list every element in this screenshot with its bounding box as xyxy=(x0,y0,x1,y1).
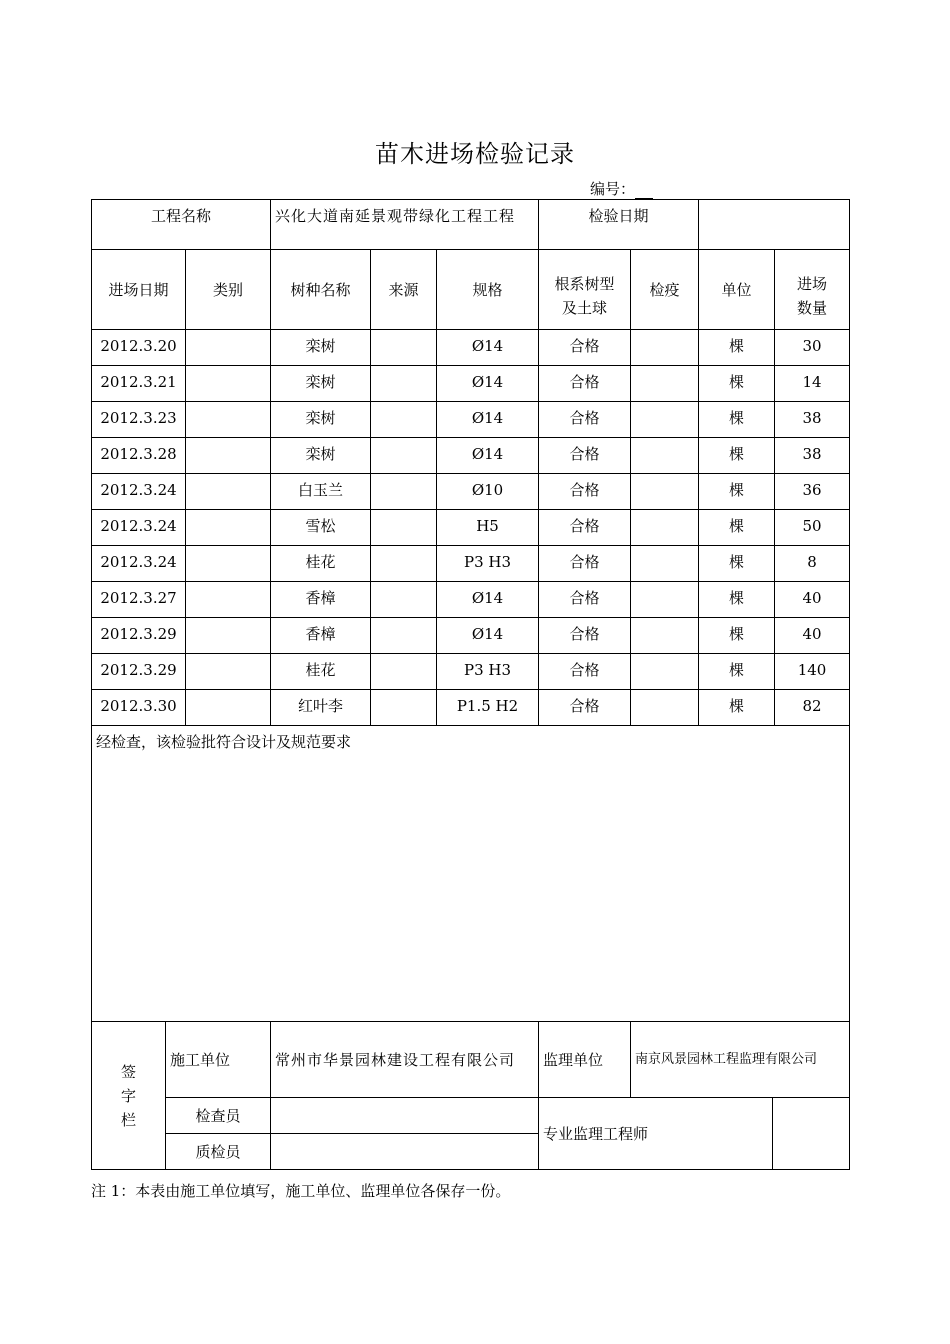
cell-quarantine[interactable] xyxy=(631,438,699,474)
cell-qty[interactable]: 82 xyxy=(775,690,850,726)
cell-source[interactable] xyxy=(371,366,437,402)
supervision-unit[interactable]: 南京风景园林工程监理有限公司 xyxy=(631,1022,850,1098)
cell-unit[interactable]: 棵 xyxy=(699,690,775,726)
cell-unit[interactable]: 棵 xyxy=(699,366,775,402)
cell-category[interactable] xyxy=(186,654,271,690)
conclusion-text[interactable]: 经检查，该检验批符合设计及规范要求 xyxy=(92,726,850,1022)
cell-category[interactable] xyxy=(186,582,271,618)
cell-quarantine[interactable] xyxy=(631,582,699,618)
project-name[interactable]: 兴化大道南延景观带绿化工程工程 xyxy=(271,200,539,250)
cell-qty[interactable]: 14 xyxy=(775,366,850,402)
col-qty-line2: 数量 xyxy=(797,298,828,317)
cell-unit[interactable]: 棵 xyxy=(699,474,775,510)
cell-root[interactable]: 合格 xyxy=(539,438,631,474)
cell-qty[interactable]: 8 xyxy=(775,546,850,582)
table-row xyxy=(92,366,850,402)
cell-spec[interactable]: Ø14 xyxy=(437,330,539,366)
cell-spec[interactable]: Ø14 xyxy=(437,402,539,438)
table-row xyxy=(92,330,850,366)
cell-quarantine[interactable] xyxy=(631,618,699,654)
cell-species[interactable]: 栾树 xyxy=(271,438,371,474)
footer-note: 注 1：本表由施工单位填写，施工单位、监理单位各保存一份。 xyxy=(91,1182,511,1200)
cell-unit[interactable]: 棵 xyxy=(699,654,775,690)
cell-date[interactable]: 2012.3.30 xyxy=(92,690,186,726)
cell-species[interactable]: 香樟 xyxy=(271,582,371,618)
cell-unit[interactable]: 棵 xyxy=(699,438,775,474)
table-row xyxy=(92,510,850,546)
cell-quarantine[interactable] xyxy=(631,402,699,438)
cell-root[interactable]: 合格 xyxy=(539,546,631,582)
cell-source[interactable] xyxy=(371,618,437,654)
cell-spec[interactable]: Ø14 xyxy=(437,438,539,474)
cell-quarantine[interactable] xyxy=(631,366,699,402)
cell-root[interactable]: 合格 xyxy=(539,582,631,618)
cell-source[interactable] xyxy=(371,690,437,726)
serial-number xyxy=(590,178,653,199)
inspector-label: 检查员 xyxy=(166,1098,271,1134)
cell-species[interactable]: 红叶李 xyxy=(271,690,371,726)
document-title: 苗木进场检验记录 xyxy=(375,140,575,168)
cell-quarantine[interactable] xyxy=(631,690,699,726)
cell-source[interactable] xyxy=(371,546,437,582)
cell-category[interactable] xyxy=(186,510,271,546)
cell-spec[interactable]: P3 H3 xyxy=(437,546,539,582)
supervision-unit-label: 监理单位 xyxy=(539,1022,631,1098)
cell-species[interactable]: 桂花 xyxy=(271,654,371,690)
construction-unit-label: 施工单位 xyxy=(166,1022,271,1098)
quality-inspector-label: 质检员 xyxy=(166,1134,271,1170)
cell-date[interactable]: 2012.3.27 xyxy=(92,582,186,618)
col-species: 树种名称 xyxy=(271,250,371,330)
engineer-field[interactable] xyxy=(773,1098,850,1170)
cell-date[interactable]: 2012.3.24 xyxy=(92,510,186,546)
cell-source[interactable] xyxy=(371,654,437,690)
table-row xyxy=(92,402,850,438)
cell-category[interactable] xyxy=(186,330,271,366)
cell-root[interactable]: 合格 xyxy=(539,510,631,546)
cell-qty[interactable]: 30 xyxy=(775,330,850,366)
table-row xyxy=(92,474,850,510)
cell-date[interactable]: 2012.3.24 xyxy=(92,546,186,582)
cell-spec[interactable]: P1.5 H2 xyxy=(437,690,539,726)
cell-date[interactable]: 2012.3.29 xyxy=(92,654,186,690)
col-qty-line1: 进场 xyxy=(797,274,828,293)
cell-category[interactable] xyxy=(186,690,271,726)
serial-blank[interactable] xyxy=(635,184,653,199)
cell-qty[interactable]: 50 xyxy=(775,510,850,546)
cell-spec[interactable]: Ø10 xyxy=(437,474,539,510)
cell-date[interactable]: 2012.3.24 xyxy=(92,474,186,510)
cell-qty[interactable]: 36 xyxy=(775,474,850,510)
table-row xyxy=(92,690,850,726)
col-entry-date: 进场日期 xyxy=(92,250,186,330)
col-root-line1: 根系树型 xyxy=(554,274,615,293)
cell-source[interactable] xyxy=(371,474,437,510)
table-row xyxy=(92,438,850,474)
col-unit: 单位 xyxy=(699,250,775,330)
cell-root[interactable]: 合格 xyxy=(539,618,631,654)
quality-inspector-field[interactable] xyxy=(271,1134,539,1170)
cell-species[interactable]: 栾树 xyxy=(271,366,371,402)
col-source: 来源 xyxy=(371,250,437,330)
cell-unit[interactable]: 棵 xyxy=(699,618,775,654)
cell-quarantine[interactable] xyxy=(631,474,699,510)
cell-species[interactable]: 桂花 xyxy=(271,546,371,582)
signature-section-label xyxy=(92,1022,166,1170)
col-qty xyxy=(775,250,850,330)
cell-category[interactable] xyxy=(186,474,271,510)
cell-root[interactable]: 合格 xyxy=(539,654,631,690)
sig-char-1: 签 xyxy=(120,1062,136,1081)
cell-spec[interactable]: Ø14 xyxy=(437,618,539,654)
cell-category[interactable] xyxy=(186,546,271,582)
cell-source[interactable] xyxy=(371,582,437,618)
col-category: 类别 xyxy=(186,250,271,330)
inspection-table xyxy=(91,199,850,1170)
cell-date[interactable]: 2012.3.29 xyxy=(92,618,186,654)
cell-spec[interactable]: H5 xyxy=(437,510,539,546)
cell-category[interactable] xyxy=(186,366,271,402)
inspector-field[interactable] xyxy=(271,1098,539,1134)
cell-root[interactable]: 合格 xyxy=(539,474,631,510)
cell-unit[interactable]: 棵 xyxy=(699,582,775,618)
cell-spec[interactable]: P3 H3 xyxy=(437,654,539,690)
inspection-date[interactable] xyxy=(699,200,850,250)
cell-unit[interactable]: 棵 xyxy=(699,546,775,582)
cell-qty[interactable]: 40 xyxy=(775,582,850,618)
cell-source[interactable] xyxy=(371,438,437,474)
cell-source[interactable] xyxy=(371,330,437,366)
cell-category[interactable] xyxy=(186,438,271,474)
cell-root[interactable]: 合格 xyxy=(539,690,631,726)
construction-unit[interactable]: 常州市华景园林建设工程有限公司 xyxy=(271,1022,539,1098)
inspection-date-label: 检验日期 xyxy=(539,200,699,250)
col-quarantine: 检疫 xyxy=(631,250,699,330)
cell-species[interactable]: 白玉兰 xyxy=(271,474,371,510)
cell-spec[interactable]: Ø14 xyxy=(437,366,539,402)
cell-date[interactable]: 2012.3.20 xyxy=(92,330,186,366)
signature-row-1 xyxy=(92,1022,850,1098)
cell-source[interactable] xyxy=(371,510,437,546)
cell-quarantine[interactable] xyxy=(631,330,699,366)
project-name-label: 工程名称 xyxy=(92,200,271,250)
engineer-label: 专业监理工程师 xyxy=(539,1098,773,1170)
col-root xyxy=(539,250,631,330)
cell-spec[interactable]: Ø14 xyxy=(437,582,539,618)
cell-unit[interactable]: 棵 xyxy=(699,330,775,366)
cell-quarantine[interactable] xyxy=(631,510,699,546)
cell-root[interactable]: 合格 xyxy=(539,402,631,438)
table-row xyxy=(92,582,850,618)
serial-label: 编号： xyxy=(590,180,636,198)
cell-source[interactable] xyxy=(371,402,437,438)
cell-species[interactable]: 栾树 xyxy=(271,330,371,366)
table-row xyxy=(92,546,850,582)
cell-unit[interactable]: 棵 xyxy=(699,510,775,546)
col-spec: 规格 xyxy=(437,250,539,330)
cell-unit[interactable]: 棵 xyxy=(699,402,775,438)
cell-qty[interactable]: 140 xyxy=(775,654,850,690)
cell-root[interactable]: 合格 xyxy=(539,330,631,366)
column-header-row xyxy=(92,250,850,330)
cell-category[interactable] xyxy=(186,402,271,438)
cell-category[interactable] xyxy=(186,618,271,654)
cell-qty[interactable]: 38 xyxy=(775,402,850,438)
col-root-line2: 及土球 xyxy=(562,298,608,317)
header-row xyxy=(92,200,850,250)
conclusion-row xyxy=(92,726,850,1022)
cell-species[interactable]: 栾树 xyxy=(271,402,371,438)
cell-quarantine[interactable] xyxy=(631,654,699,690)
cell-species[interactable]: 香樟 xyxy=(271,618,371,654)
cell-date[interactable]: 2012.3.28 xyxy=(92,438,186,474)
cell-species[interactable]: 雪松 xyxy=(271,510,371,546)
cell-date[interactable]: 2012.3.23 xyxy=(92,402,186,438)
signature-row-2 xyxy=(92,1098,850,1134)
cell-root[interactable]: 合格 xyxy=(539,366,631,402)
sig-char-3: 栏 xyxy=(120,1110,136,1129)
table-row xyxy=(92,618,850,654)
cell-qty[interactable]: 40 xyxy=(775,618,850,654)
cell-date[interactable]: 2012.3.21 xyxy=(92,366,186,402)
cell-qty[interactable]: 38 xyxy=(775,438,850,474)
cell-quarantine[interactable] xyxy=(631,546,699,582)
table-row xyxy=(92,654,850,690)
sig-char-2: 字 xyxy=(120,1086,136,1105)
data-rows xyxy=(92,330,850,726)
